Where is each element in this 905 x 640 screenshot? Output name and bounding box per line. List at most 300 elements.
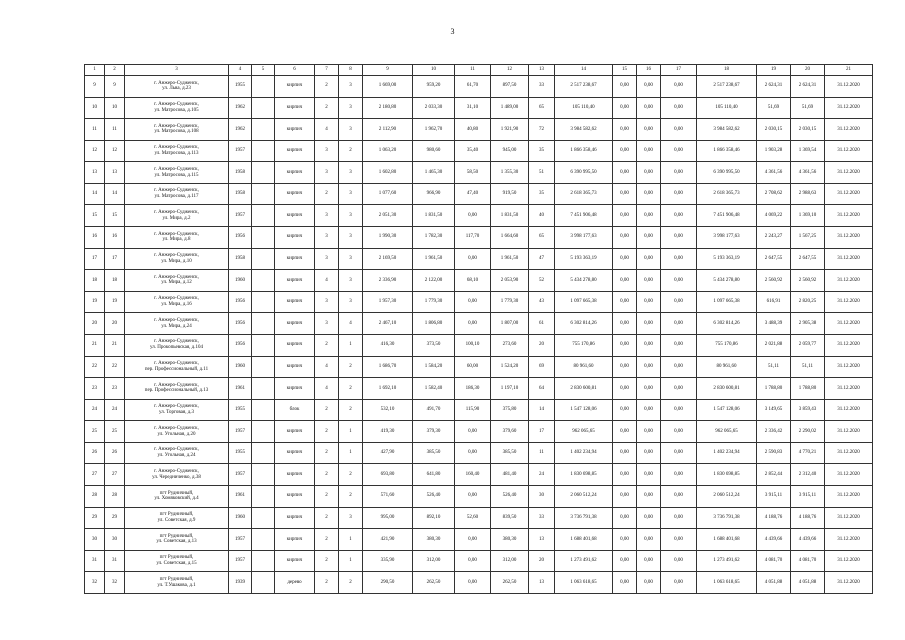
total-cost-cell: 1 273 491,62 xyxy=(555,550,613,572)
column-number-header: 6 xyxy=(275,65,315,76)
table-body xyxy=(85,76,873,594)
house-id-cell: 15 xyxy=(105,205,125,227)
wall-material-cell: кирпич xyxy=(275,464,315,486)
total-area-cell: 1 602,80 xyxy=(363,162,413,184)
unit-cost-max-cell: 1 567,25 xyxy=(791,227,825,249)
cost-fund-support-cell: 0,00 xyxy=(637,529,661,551)
floor-count-cell: 2 xyxy=(315,550,339,572)
entrance-count-cell: 3 xyxy=(339,227,363,249)
column-number-header: 14 xyxy=(555,65,613,76)
cost-other-cell: 1 547 128,06 xyxy=(697,399,757,421)
year-built-cell: 1955 xyxy=(229,399,252,421)
cost-fund-support-cell: 0,00 xyxy=(637,97,661,119)
residents-count-cell: 30 xyxy=(529,485,555,507)
unit-cost-total-cell: 2 852,44 xyxy=(757,464,791,486)
address-city: г. Анжеро-Судженск, xyxy=(154,404,199,410)
unit-cost-total-cell: 4 188,76 xyxy=(757,507,791,529)
table-row xyxy=(85,464,873,486)
address-street: ул. Угольная, д.20 xyxy=(157,431,196,437)
house-id-cell: 11 xyxy=(105,119,125,141)
entrance-count-cell: 2 xyxy=(339,378,363,400)
entrance-count-cell: 1 xyxy=(339,442,363,464)
cost-budget-cell: 0,00 xyxy=(661,140,697,162)
premises-area-cell: 892,10 xyxy=(413,507,455,529)
cost-budget-cell: 0,00 xyxy=(661,291,697,313)
unit-cost-max-cell: 2 312,40 xyxy=(791,464,825,486)
year-reconstructed-cell xyxy=(252,313,275,335)
residential-area-cell: 262,50 xyxy=(491,572,529,594)
address-street: ул. Т.Ушакова, д.1 xyxy=(157,582,196,588)
column-number-row xyxy=(85,65,873,76)
cost-budget-cell: 0,00 xyxy=(661,378,697,400)
non-residential-area-cell: 0,00 xyxy=(455,313,491,335)
total-area-cell: 995,00 xyxy=(363,507,413,529)
house-id-cell: 19 xyxy=(105,291,125,313)
cost-owners-funds-cell: 0,00 xyxy=(613,205,637,227)
total-area-cell: 693,80 xyxy=(363,464,413,486)
residential-area-cell: 839,50 xyxy=(491,507,529,529)
residents-count-cell: 64 xyxy=(529,378,555,400)
premises-area-cell: 312,00 xyxy=(413,550,455,572)
cost-fund-support-cell: 0,00 xyxy=(637,183,661,205)
entrance-count-cell: 3 xyxy=(339,248,363,270)
residential-area-cell: 919,50 xyxy=(491,183,529,205)
unit-cost-total-cell: 51,11 xyxy=(757,356,791,378)
total-area-cell: 2 467,10 xyxy=(363,313,413,335)
cost-fund-support-cell: 0,00 xyxy=(637,550,661,572)
total-cost-cell: 6 390 995,50 xyxy=(555,162,613,184)
cost-owners-funds-cell: 0,00 xyxy=(613,97,637,119)
year-built-cell: 1939 xyxy=(229,572,252,594)
address-city: г. Анжеро-Судженск, xyxy=(154,166,199,172)
premises-area-cell: 966,90 xyxy=(413,183,455,205)
row-number-cell: 22 xyxy=(85,356,105,378)
address-cell xyxy=(125,248,229,270)
column-number-header: 19 xyxy=(757,65,791,76)
total-cost-cell: 1 688 401,68 xyxy=(555,529,613,551)
unit-cost-max-cell: 4 051,88 xyxy=(791,572,825,594)
entrance-count-cell: 2 xyxy=(339,399,363,421)
unit-cost-max-cell: 1 369,54 xyxy=(791,140,825,162)
total-area-cell: 2 169,50 xyxy=(363,248,413,270)
completion-date-cell: 31.12.2020 xyxy=(825,507,873,529)
address-cell xyxy=(125,119,229,141)
completion-date-cell: 31.12.2020 xyxy=(825,334,873,356)
cost-fund-support-cell: 0,00 xyxy=(637,119,661,141)
column-number-header: 7 xyxy=(315,65,339,76)
total-cost-cell: 3 736 791,38 xyxy=(555,507,613,529)
residential-area-cell: 273,60 xyxy=(491,334,529,356)
cost-owners-funds-cell: 0,00 xyxy=(613,313,637,335)
premises-area-cell: 1 962,70 xyxy=(413,119,455,141)
cost-fund-support-cell: 0,00 xyxy=(637,485,661,507)
unit-cost-total-cell: 2 624,31 xyxy=(757,76,791,98)
cost-other-cell: 2 618 365,73 xyxy=(697,183,757,205)
residents-count-cell: 24 xyxy=(529,464,555,486)
wall-material-cell: кирпич xyxy=(275,119,315,141)
entrance-count-cell: 1 xyxy=(339,550,363,572)
entrance-count-cell: 3 xyxy=(339,270,363,292)
entrance-count-cell: 2 xyxy=(339,485,363,507)
unit-cost-max-cell: 4 439,66 xyxy=(791,529,825,551)
non-residential-area-cell: 0,00 xyxy=(455,572,491,594)
cost-budget-cell: 0,00 xyxy=(661,550,697,572)
entrance-count-cell: 2 xyxy=(339,572,363,594)
year-reconstructed-cell xyxy=(252,421,275,443)
year-built-cell: 1961 xyxy=(229,485,252,507)
cost-owners-funds-cell: 0,00 xyxy=(613,550,637,572)
entrance-count-cell: 4 xyxy=(339,313,363,335)
premises-area-cell: 262,50 xyxy=(413,572,455,594)
wall-material-cell: кирпич xyxy=(275,550,315,572)
unit-cost-max-cell: 2 820,25 xyxy=(791,291,825,313)
cost-other-cell: 6 390 995,50 xyxy=(697,162,757,184)
completion-date-cell: 31.12.2020 xyxy=(825,119,873,141)
address-street: пер. Профессиональный, д.13 xyxy=(144,388,209,394)
residential-area-cell: 1 524,20 xyxy=(491,356,529,378)
entrance-count-cell: 3 xyxy=(339,119,363,141)
cost-budget-cell: 0,00 xyxy=(661,162,697,184)
residential-area-cell: 897,50 xyxy=(491,76,529,98)
total-area-cell: 1 990,30 xyxy=(363,227,413,249)
total-area-cell: 1 063,20 xyxy=(363,140,413,162)
wall-material-cell: кирпич xyxy=(275,421,315,443)
cost-fund-support-cell: 0,00 xyxy=(637,313,661,335)
year-built-cell: 1956 xyxy=(229,227,252,249)
total-area-cell: 571,60 xyxy=(363,485,413,507)
residents-count-cell: 35 xyxy=(529,183,555,205)
row-number-cell: 18 xyxy=(85,270,105,292)
total-area-cell: 2 336,90 xyxy=(363,270,413,292)
wall-material-cell: блок xyxy=(275,399,315,421)
entrance-count-cell: 3 xyxy=(339,507,363,529)
cost-budget-cell: 0,00 xyxy=(661,399,697,421)
non-residential-area-cell: 160,40 xyxy=(455,464,491,486)
residents-count-cell: 13 xyxy=(529,529,555,551)
cost-owners-funds-cell: 0,00 xyxy=(613,291,637,313)
cost-owners-funds-cell: 0,00 xyxy=(613,572,637,594)
wall-material-cell: дерево xyxy=(275,572,315,594)
year-reconstructed-cell xyxy=(252,248,275,270)
premises-area-cell: 1 779,30 xyxy=(413,291,455,313)
completion-date-cell: 31.12.2020 xyxy=(825,140,873,162)
total-cost-cell: 755 170,86 xyxy=(555,334,613,356)
residential-area-cell: 1 197,10 xyxy=(491,378,529,400)
cost-other-cell: 7 451 906,48 xyxy=(697,205,757,227)
completion-date-cell: 31.12.2020 xyxy=(825,442,873,464)
address-city: г. Анжеро-Судженск, xyxy=(154,145,199,151)
house-id-cell: 10 xyxy=(105,97,125,119)
residential-area-cell: 312,00 xyxy=(491,550,529,572)
house-id-cell: 29 xyxy=(105,507,125,529)
floor-count-cell: 2 xyxy=(315,334,339,356)
address-cell xyxy=(125,442,229,464)
residential-area-cell: 375,80 xyxy=(491,399,529,421)
cost-other-cell: 5 193 363,19 xyxy=(697,248,757,270)
table-row xyxy=(85,270,873,292)
row-number-cell: 24 xyxy=(85,399,105,421)
unit-cost-max-cell: 51,11 xyxy=(791,356,825,378)
completion-date-cell: 31.12.2020 xyxy=(825,356,873,378)
wall-material-cell: кирпич xyxy=(275,507,315,529)
address-cell xyxy=(125,485,229,507)
floor-count-cell: 3 xyxy=(315,227,339,249)
address-street: ул. Льва, д.23 xyxy=(162,86,191,92)
total-area-cell: 290,50 xyxy=(363,572,413,594)
house-id-cell: 25 xyxy=(105,421,125,443)
residential-area-cell: 1 831,50 xyxy=(491,205,529,227)
cost-budget-cell: 0,00 xyxy=(661,334,697,356)
housing-register-table xyxy=(84,64,873,594)
table-row xyxy=(85,572,873,594)
cost-other-cell: 2 830 600,81 xyxy=(697,378,757,400)
cost-other-cell: 962 065,65 xyxy=(697,421,757,443)
cost-other-cell: 105 110,40 xyxy=(697,97,757,119)
wall-material-cell: кирпич xyxy=(275,291,315,313)
unit-cost-max-cell: 4 081,70 xyxy=(791,550,825,572)
entrance-count-cell: 3 xyxy=(339,183,363,205)
column-number-header: 4 xyxy=(229,65,252,76)
row-number-cell: 13 xyxy=(85,162,105,184)
cost-other-cell: 2 060 512,24 xyxy=(697,485,757,507)
table-row xyxy=(85,162,873,184)
cost-fund-support-cell: 0,00 xyxy=(637,442,661,464)
column-number-header: 13 xyxy=(529,65,555,76)
address-street: ул. Чередниченко, д.38 xyxy=(152,474,201,480)
address-city: г. Анжеро-Судженск, xyxy=(154,339,199,345)
table-row xyxy=(85,248,873,270)
cost-budget-cell: 0,00 xyxy=(661,76,697,98)
cost-other-cell: 80 961,60 xyxy=(697,356,757,378)
address-city: г. Анжеро-Судженск, xyxy=(154,80,199,86)
unit-cost-max-cell: 2 290,02 xyxy=(791,421,825,443)
table-row xyxy=(85,334,873,356)
floor-count-cell: 4 xyxy=(315,119,339,141)
unit-cost-max-cell: 51,69 xyxy=(791,97,825,119)
column-number-header: 3 xyxy=(125,65,229,76)
column-number-header: 10 xyxy=(413,65,455,76)
wall-material-cell: кирпич xyxy=(275,334,315,356)
address-street: ул. Мира, д.8 xyxy=(162,237,191,243)
year-reconstructed-cell xyxy=(252,140,275,162)
total-cost-cell: 1 830 698,85 xyxy=(555,464,613,486)
row-number-cell: 9 xyxy=(85,76,105,98)
year-reconstructed-cell xyxy=(252,119,275,141)
premises-area-cell: 1 831,50 xyxy=(413,205,455,227)
total-cost-cell: 5 434 278,80 xyxy=(555,270,613,292)
premises-area-cell: 526,40 xyxy=(413,485,455,507)
year-reconstructed-cell xyxy=(252,76,275,98)
address-city: г. Анжеро-Судженск, xyxy=(154,188,199,194)
floor-count-cell: 2 xyxy=(315,529,339,551)
completion-date-cell: 31.12.2020 xyxy=(825,183,873,205)
column-number-header: 15 xyxy=(613,65,637,76)
floor-count-cell: 3 xyxy=(315,162,339,184)
premises-area-cell: 980,60 xyxy=(413,140,455,162)
residents-count-cell: 13 xyxy=(529,572,555,594)
cost-budget-cell: 0,00 xyxy=(661,97,697,119)
residential-area-cell: 380,30 xyxy=(491,529,529,551)
premises-area-cell: 380,30 xyxy=(413,529,455,551)
non-residential-area-cell: 0,00 xyxy=(455,550,491,572)
year-reconstructed-cell xyxy=(252,464,275,486)
house-id-cell: 14 xyxy=(105,183,125,205)
cost-other-cell: 1 273 491,62 xyxy=(697,550,757,572)
entrance-count-cell: 2 xyxy=(339,356,363,378)
unit-cost-total-cell: 2 647,55 xyxy=(757,248,791,270)
table-row xyxy=(85,529,873,551)
residents-count-cell: 51 xyxy=(529,162,555,184)
row-number-cell: 16 xyxy=(85,227,105,249)
column-number-header: 9 xyxy=(363,65,413,76)
unit-cost-total-cell: 4 081,70 xyxy=(757,550,791,572)
house-id-cell: 27 xyxy=(105,464,125,486)
non-residential-area-cell: 31,10 xyxy=(455,97,491,119)
row-number-cell: 15 xyxy=(85,205,105,227)
completion-date-cell: 31.12.2020 xyxy=(825,291,873,313)
year-built-cell: 1958 xyxy=(229,183,252,205)
residential-area-cell: 1 961,50 xyxy=(491,248,529,270)
year-reconstructed-cell xyxy=(252,291,275,313)
year-reconstructed-cell xyxy=(252,442,275,464)
row-number-cell: 12 xyxy=(85,140,105,162)
column-number-header: 17 xyxy=(661,65,697,76)
residential-area-cell: 1 664,60 xyxy=(491,227,529,249)
unit-cost-max-cell: 2 624,31 xyxy=(791,76,825,98)
completion-date-cell: 31.12.2020 xyxy=(825,378,873,400)
column-number-header: 12 xyxy=(491,65,529,76)
address-city: г. Анжеро-Судженск, xyxy=(154,102,199,108)
cost-budget-cell: 0,00 xyxy=(661,183,697,205)
address-street: ул. Торговая, д.3 xyxy=(159,409,194,415)
house-id-cell: 26 xyxy=(105,442,125,464)
floor-count-cell: 2 xyxy=(315,485,339,507)
completion-date-cell: 31.12.2020 xyxy=(825,550,873,572)
address-cell xyxy=(125,550,229,572)
premises-area-cell: 959,20 xyxy=(413,76,455,98)
residents-count-cell: 43 xyxy=(529,291,555,313)
non-residential-area-cell: 0,00 xyxy=(455,529,491,551)
total-cost-cell: 1 866 358,46 xyxy=(555,140,613,162)
address-street: ул. Мира, д.2 xyxy=(162,215,191,221)
house-id-cell: 23 xyxy=(105,378,125,400)
entrance-count-cell: 1 xyxy=(339,421,363,443)
house-id-cell: 17 xyxy=(105,248,125,270)
address-cell xyxy=(125,378,229,400)
completion-date-cell: 31.12.2020 xyxy=(825,205,873,227)
house-id-cell: 32 xyxy=(105,572,125,594)
entrance-count-cell: 3 xyxy=(339,97,363,119)
house-id-cell: 20 xyxy=(105,313,125,335)
year-reconstructed-cell xyxy=(252,550,275,572)
address-street: ул. Хомяковский, д.4 xyxy=(154,496,199,502)
completion-date-cell: 31.12.2020 xyxy=(825,248,873,270)
cost-fund-support-cell: 0,00 xyxy=(637,205,661,227)
row-number-cell: 31 xyxy=(85,550,105,572)
cost-fund-support-cell: 0,00 xyxy=(637,140,661,162)
cost-fund-support-cell: 0,00 xyxy=(637,464,661,486)
address-cell xyxy=(125,227,229,249)
completion-date-cell: 31.12.2020 xyxy=(825,529,873,551)
year-built-cell: 1957 xyxy=(229,529,252,551)
total-area-cell: 1 692,10 xyxy=(363,378,413,400)
address-cell xyxy=(125,291,229,313)
table-row xyxy=(85,356,873,378)
total-cost-cell: 3 998 177,63 xyxy=(555,227,613,249)
floor-count-cell: 2 xyxy=(315,399,339,421)
row-number-cell: 14 xyxy=(85,183,105,205)
unit-cost-total-cell: 3 149,65 xyxy=(757,399,791,421)
table-row xyxy=(85,205,873,227)
house-id-cell: 12 xyxy=(105,140,125,162)
address-street: ул. Матросова, д.108 xyxy=(154,129,199,135)
total-cost-cell: 2 517 238,67 xyxy=(555,76,613,98)
unit-cost-max-cell: 1 369,10 xyxy=(791,205,825,227)
unit-cost-max-cell: 4 188,76 xyxy=(791,507,825,529)
residential-area-cell: 1 355,30 xyxy=(491,162,529,184)
address-street: ул. Советская, д.9 xyxy=(157,517,196,523)
wall-material-cell: кирпич xyxy=(275,76,315,98)
total-area-cell: 1 686,70 xyxy=(363,356,413,378)
non-residential-area-cell: 68,10 xyxy=(455,270,491,292)
residents-count-cell: 65 xyxy=(529,227,555,249)
wall-material-cell: кирпич xyxy=(275,227,315,249)
row-number-cell: 17 xyxy=(85,248,105,270)
residents-count-cell: 20 xyxy=(529,334,555,356)
address-cell xyxy=(125,507,229,529)
cost-other-cell: 3 998 177,63 xyxy=(697,227,757,249)
total-cost-cell: 2 060 512,24 xyxy=(555,485,613,507)
address-cell xyxy=(125,140,229,162)
address-city: пгт Рудничный, xyxy=(159,576,194,582)
address-street: ул. Советская, д.15 xyxy=(156,561,197,566)
cost-fund-support-cell: 0,00 xyxy=(637,572,661,594)
unit-cost-max-cell: 4 361,56 xyxy=(791,162,825,184)
address-city: пгт Рудничный, xyxy=(159,512,194,518)
completion-date-cell: 31.12.2020 xyxy=(825,464,873,486)
floor-count-cell: 3 xyxy=(315,248,339,270)
total-area-cell: 2 051,30 xyxy=(363,205,413,227)
cost-owners-funds-cell: 0,00 xyxy=(613,485,637,507)
unit-cost-max-cell: 3 859,43 xyxy=(791,399,825,421)
row-number-cell: 21 xyxy=(85,334,105,356)
non-residential-area-cell: 52,60 xyxy=(455,507,491,529)
floor-count-cell: 3 xyxy=(315,205,339,227)
row-number-cell: 23 xyxy=(85,378,105,400)
wall-material-cell: кирпич xyxy=(275,270,315,292)
house-id-cell: 21 xyxy=(105,334,125,356)
table-row xyxy=(85,485,873,507)
cost-fund-support-cell: 0,00 xyxy=(637,356,661,378)
floor-count-cell: 4 xyxy=(315,270,339,292)
total-cost-cell: 105 110,40 xyxy=(555,97,613,119)
address-cell xyxy=(125,270,229,292)
wall-material-cell: кирпич xyxy=(275,378,315,400)
wall-material-cell: кирпич xyxy=(275,356,315,378)
unit-cost-total-cell: 616,91 xyxy=(757,291,791,313)
address-city: г. Анжеро-Судженск, xyxy=(154,447,199,453)
wall-material-cell: кирпич xyxy=(275,140,315,162)
table-row xyxy=(85,183,873,205)
unit-cost-total-cell: 3 915,11 xyxy=(757,485,791,507)
cost-other-cell: 5 434 278,80 xyxy=(697,270,757,292)
cost-other-cell: 1 402 234,94 xyxy=(697,442,757,464)
total-area-cell: 1 957,30 xyxy=(363,291,413,313)
year-reconstructed-cell xyxy=(252,97,275,119)
table-row xyxy=(85,76,873,98)
house-id-cell: 24 xyxy=(105,399,125,421)
row-number-cell: 19 xyxy=(85,291,105,313)
